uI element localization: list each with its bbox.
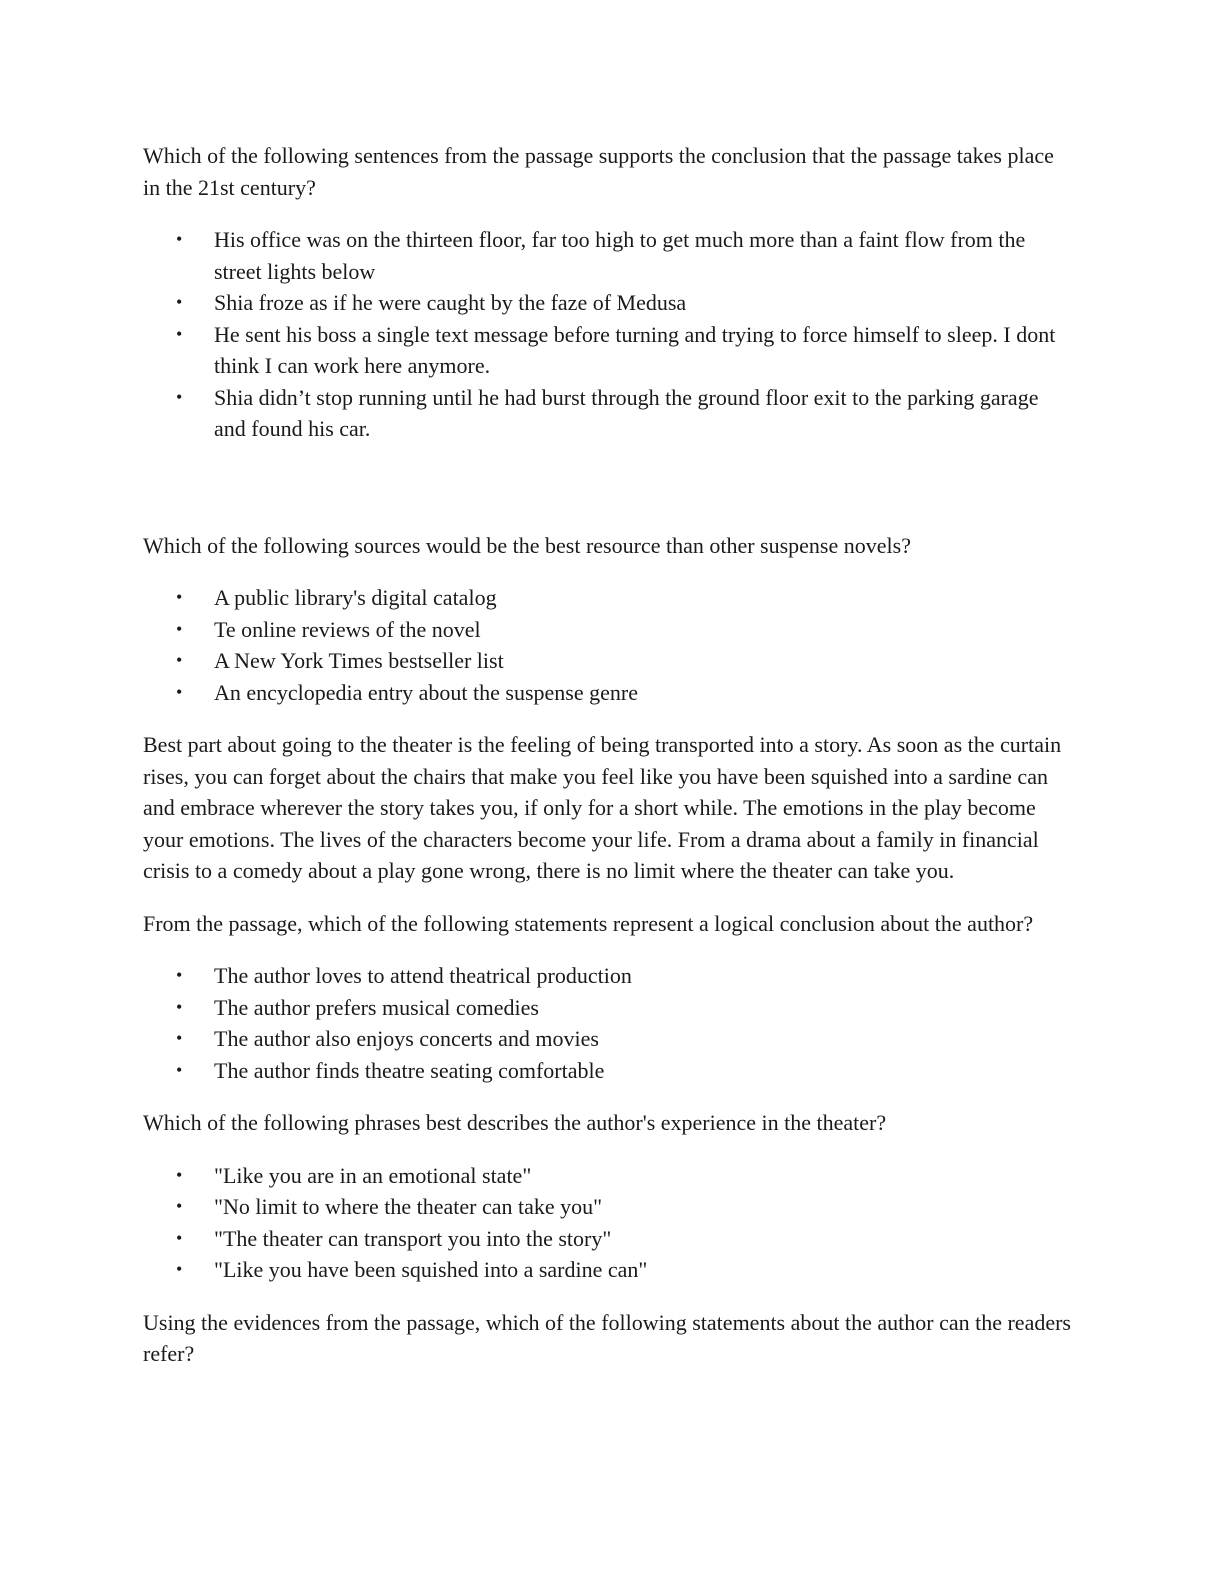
list-item: • Te online reviews of the novel bbox=[143, 614, 1073, 646]
list-item: • His office was on the thirteen floor, far too high to get much more than a faint flow from the street lights below bbox=[143, 224, 1073, 287]
list-item: • "Like you are in an emotional state" bbox=[143, 1160, 1073, 1192]
question-5: Using the evidences from the passage, which of the following statements about the author can the readers refer? bbox=[143, 1309, 1071, 1366]
bullet-icon: • bbox=[176, 587, 183, 607]
spacer bbox=[143, 887, 1073, 908]
bullet-icon: • bbox=[176, 618, 183, 639]
list-item: • A New York Times bestseller list bbox=[143, 645, 1073, 677]
list-item: • The author loves to attend theatrical production bbox=[143, 960, 1073, 992]
bullet-icon: • bbox=[176, 1259, 183, 1279]
question-4-options bbox=[143, 1160, 1073, 1286]
list-item: • An encyclopedia entry about the suspense genre bbox=[143, 677, 1073, 709]
question-1: Which of the following sentences from the passage supports the conclusion that the passage takes place in the 21st century? bbox=[143, 143, 1054, 200]
bullet-icon: • bbox=[176, 681, 183, 702]
bullet-icon: • bbox=[176, 1196, 183, 1216]
list-item: • Shia froze as if he were caught by the faze of Medusa bbox=[143, 287, 1073, 319]
bullet-icon: • bbox=[176, 1059, 183, 1080]
spacer bbox=[143, 466, 1073, 530]
bullet-icon: • bbox=[176, 965, 183, 985]
bullet-icon: • bbox=[176, 386, 183, 407]
list-item: • The author also enjoys concerts and movies bbox=[143, 1023, 1073, 1055]
bullet-icon: • bbox=[176, 996, 183, 1017]
document-page bbox=[143, 140, 1073, 1370]
question-3-options bbox=[143, 960, 1073, 1086]
list-item: • The author finds theatre seating comfortable bbox=[143, 1055, 1073, 1087]
question-2-options bbox=[143, 582, 1073, 708]
list-item: • "Like you have been squished into a sardine can" bbox=[143, 1254, 1073, 1286]
bullet-icon: • bbox=[176, 292, 183, 312]
bullet-icon: • bbox=[176, 229, 183, 249]
bullet-icon: • bbox=[176, 323, 183, 344]
question-1-options bbox=[143, 224, 1073, 445]
bullet-icon: • bbox=[176, 1227, 183, 1248]
bullet-icon: • bbox=[176, 1028, 183, 1048]
list-item: • "The theater can transport you into the story" bbox=[143, 1223, 1073, 1255]
question-4: Which of the following phrases best describes the author's experience in the theater? bbox=[143, 1110, 887, 1135]
list-item: • A public library's digital catalog bbox=[143, 582, 1073, 614]
question-3: From the passage, which of the following statements represent a logical conclusion about the author? bbox=[143, 910, 1034, 936]
list-item: • The author prefers musical comedies bbox=[143, 992, 1073, 1024]
list-item: • He sent his boss a single text message before turning and trying to force himself to sleep. I dont think I can work here anymore. bbox=[143, 319, 1073, 382]
list-item: • Shia didn’t stop running until he had burst through the ground floor exit to the parking garage and found his car. bbox=[143, 382, 1073, 445]
bullet-icon: • bbox=[176, 1164, 183, 1185]
bullet-icon: • bbox=[176, 650, 183, 670]
reading-passage: Best part about going to the theater is the feeling of being transported into a story. As soon as the curtain rises, you can forget about the chairs that make you feel like you have been squished into a sardine can and embrace wherever the story takes you, if only for a short while. The emotions in the play become your emotions. The lives of the characters become your life. From a drama about a family in financial crisis to a comedy about a play gone wrong, there is no limit where the theater can take you. bbox=[143, 732, 1062, 883]
question-2: Which of the following sources would be the best resource than other suspense novels? bbox=[143, 532, 911, 558]
list-item: • "No limit to where the theater can take you" bbox=[143, 1191, 1073, 1223]
